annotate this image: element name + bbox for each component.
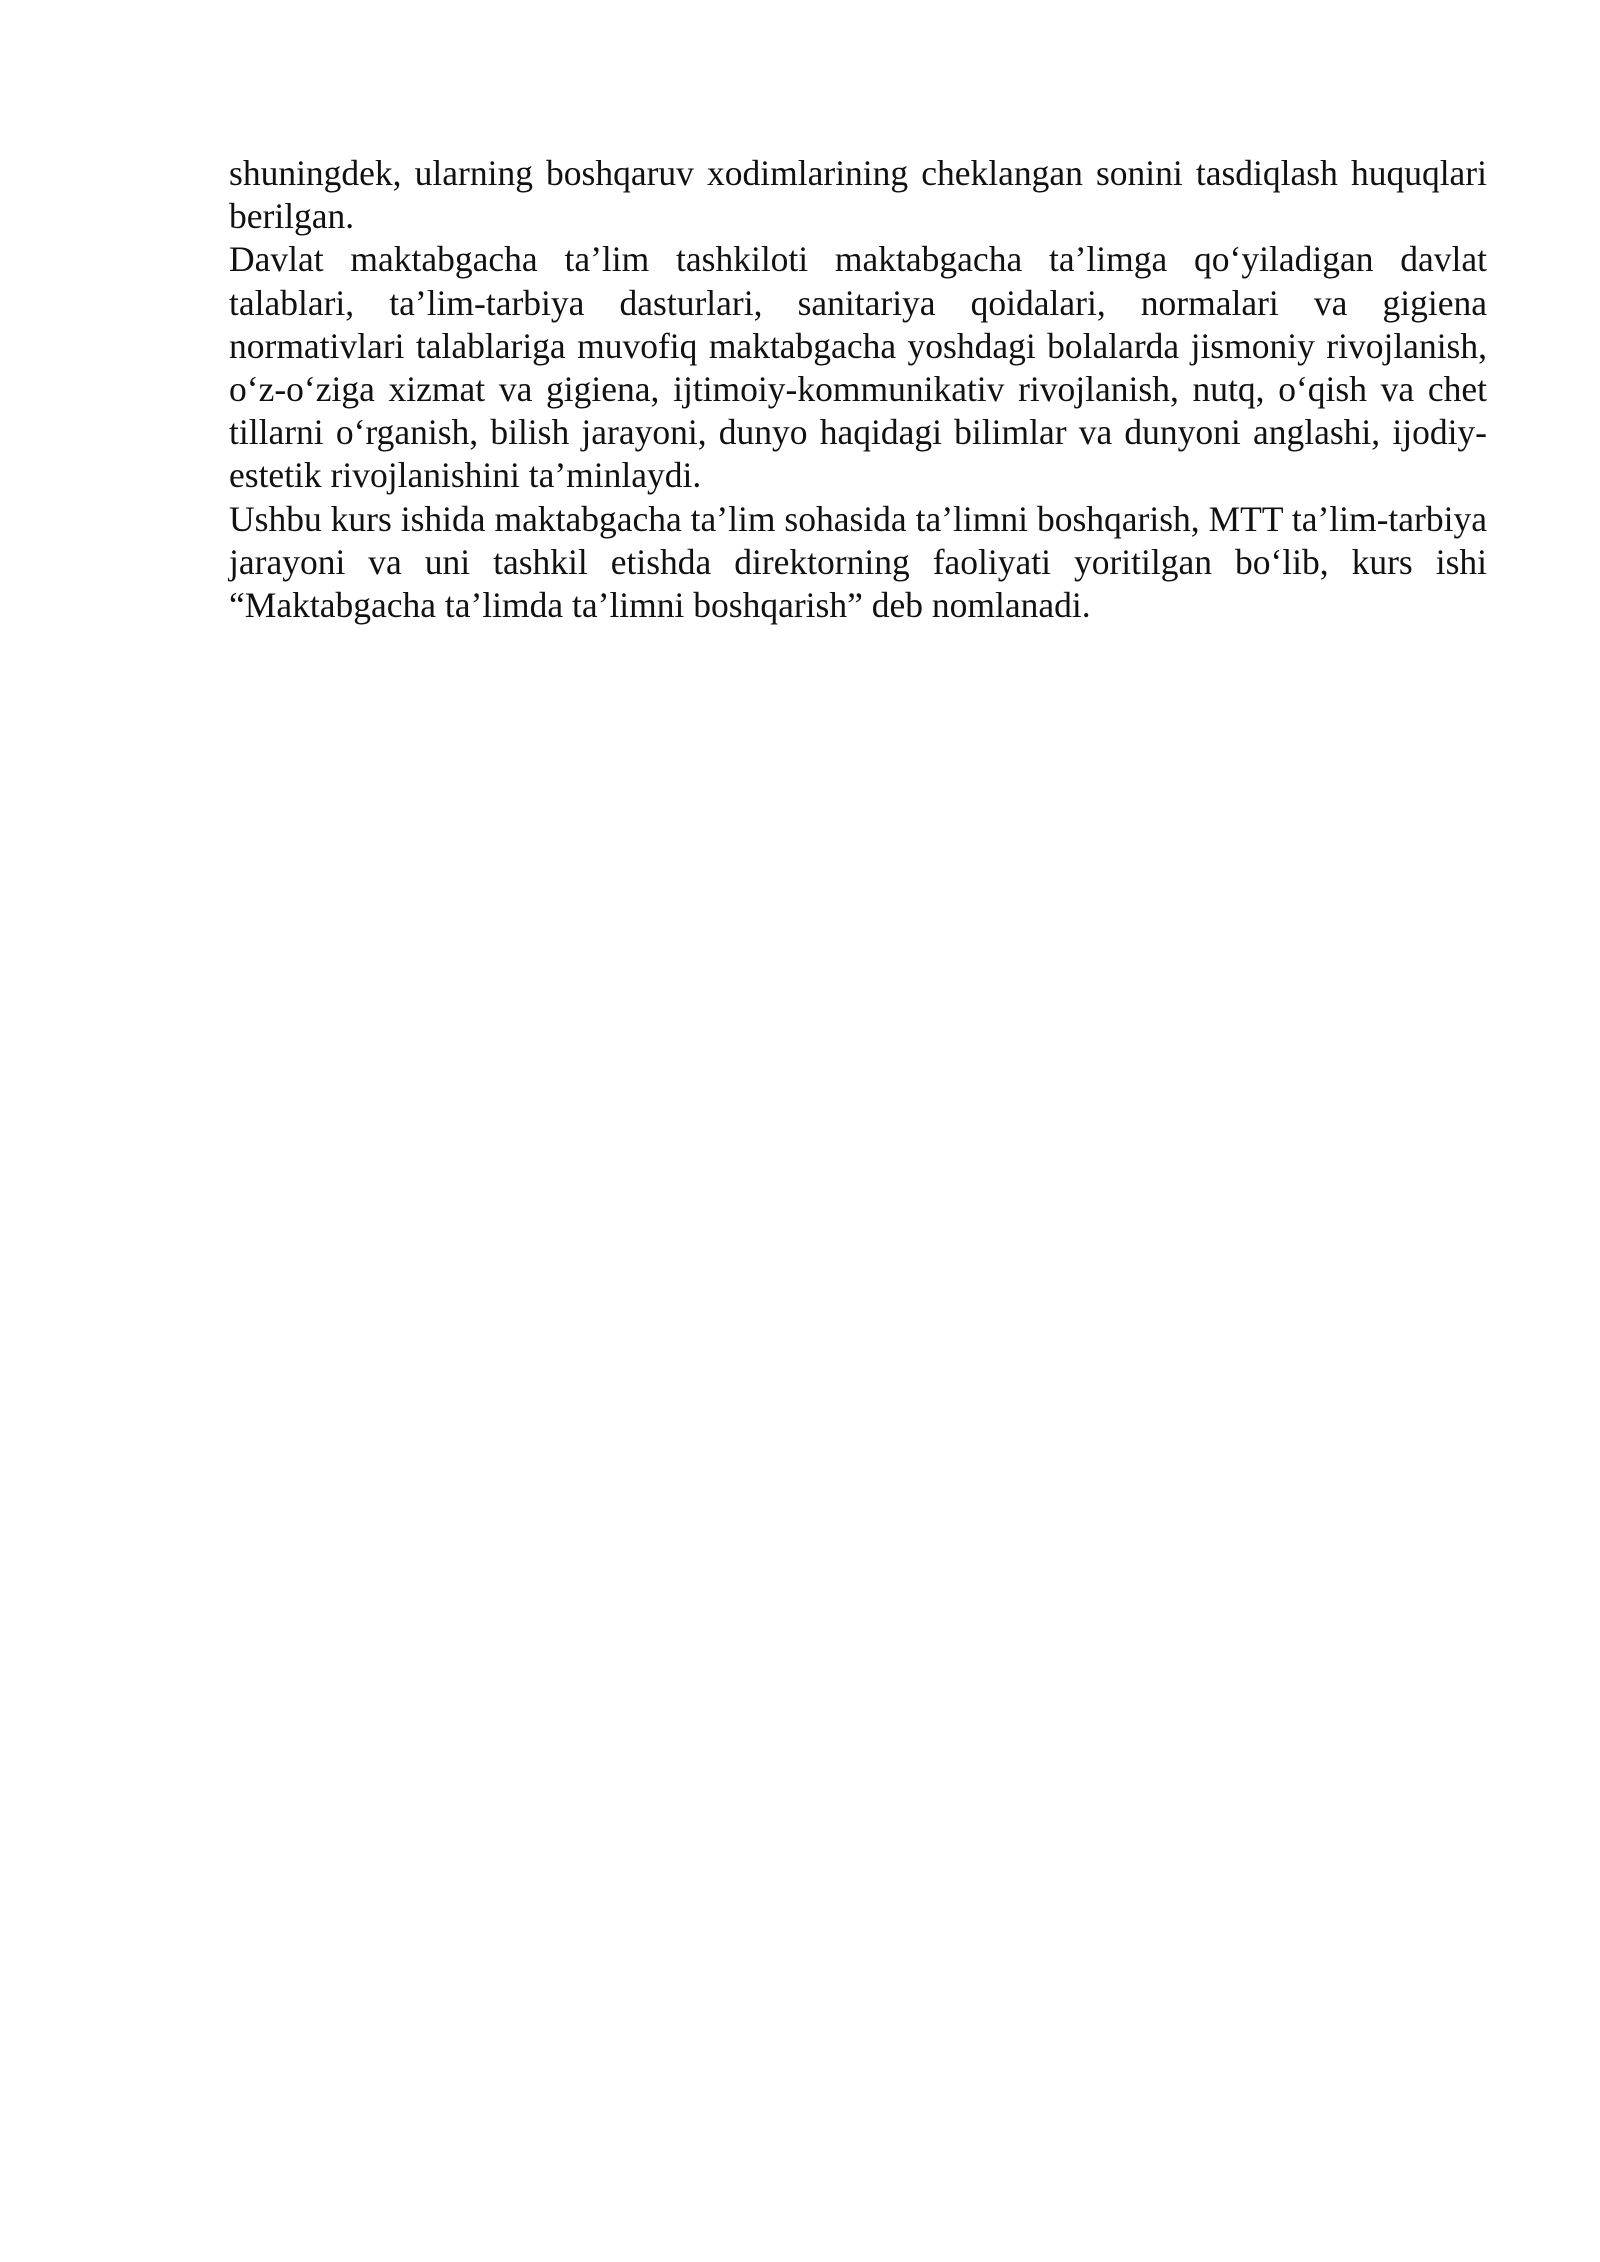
paragraph-continuation: shuningdek, ularning boshqaruv xodimlarining cheklangan sonini tasdiqlash huquqlari berilgan. [229,153,1487,237]
body-text [229,152,1487,627]
paragraph-kurs-ishi: Ushbu kurs ishida maktabgacha ta’lim sohasida ta’limni boshqarish, MTT ta’lim-tarbiya jarayoni va uni tashkil etishda direktorning faoliyati yoritilgan bo‘lib, kurs ishi “Maktabgacha ta’limda ta’limni boshqarish” deb nomlanadi. [229,498,1487,626]
paragraph-davlat-mtt: Davlat maktabgacha ta’lim tashkiloti maktabgacha ta’limga qo‘yiladigan davlat talablari, ta’lim-tarbiya dasturlari, sanitariya qoidalari, normalari va gigiena normativlari talablariga muvofiq maktabgacha yoshdagi bolalarda jismoniy rivojlanish, o‘z-o‘ziga xizmat va gigiena, ijtimoiy-kommunikativ rivojlanish, nutq, o‘qish va chet tillarni o‘rganish, bilish jarayoni, dunyo haqidagi bilimlar va dunyoni anglashi, ijodiy-estetik rivojlanishini ta’minlaydi. [229,239,1487,496]
